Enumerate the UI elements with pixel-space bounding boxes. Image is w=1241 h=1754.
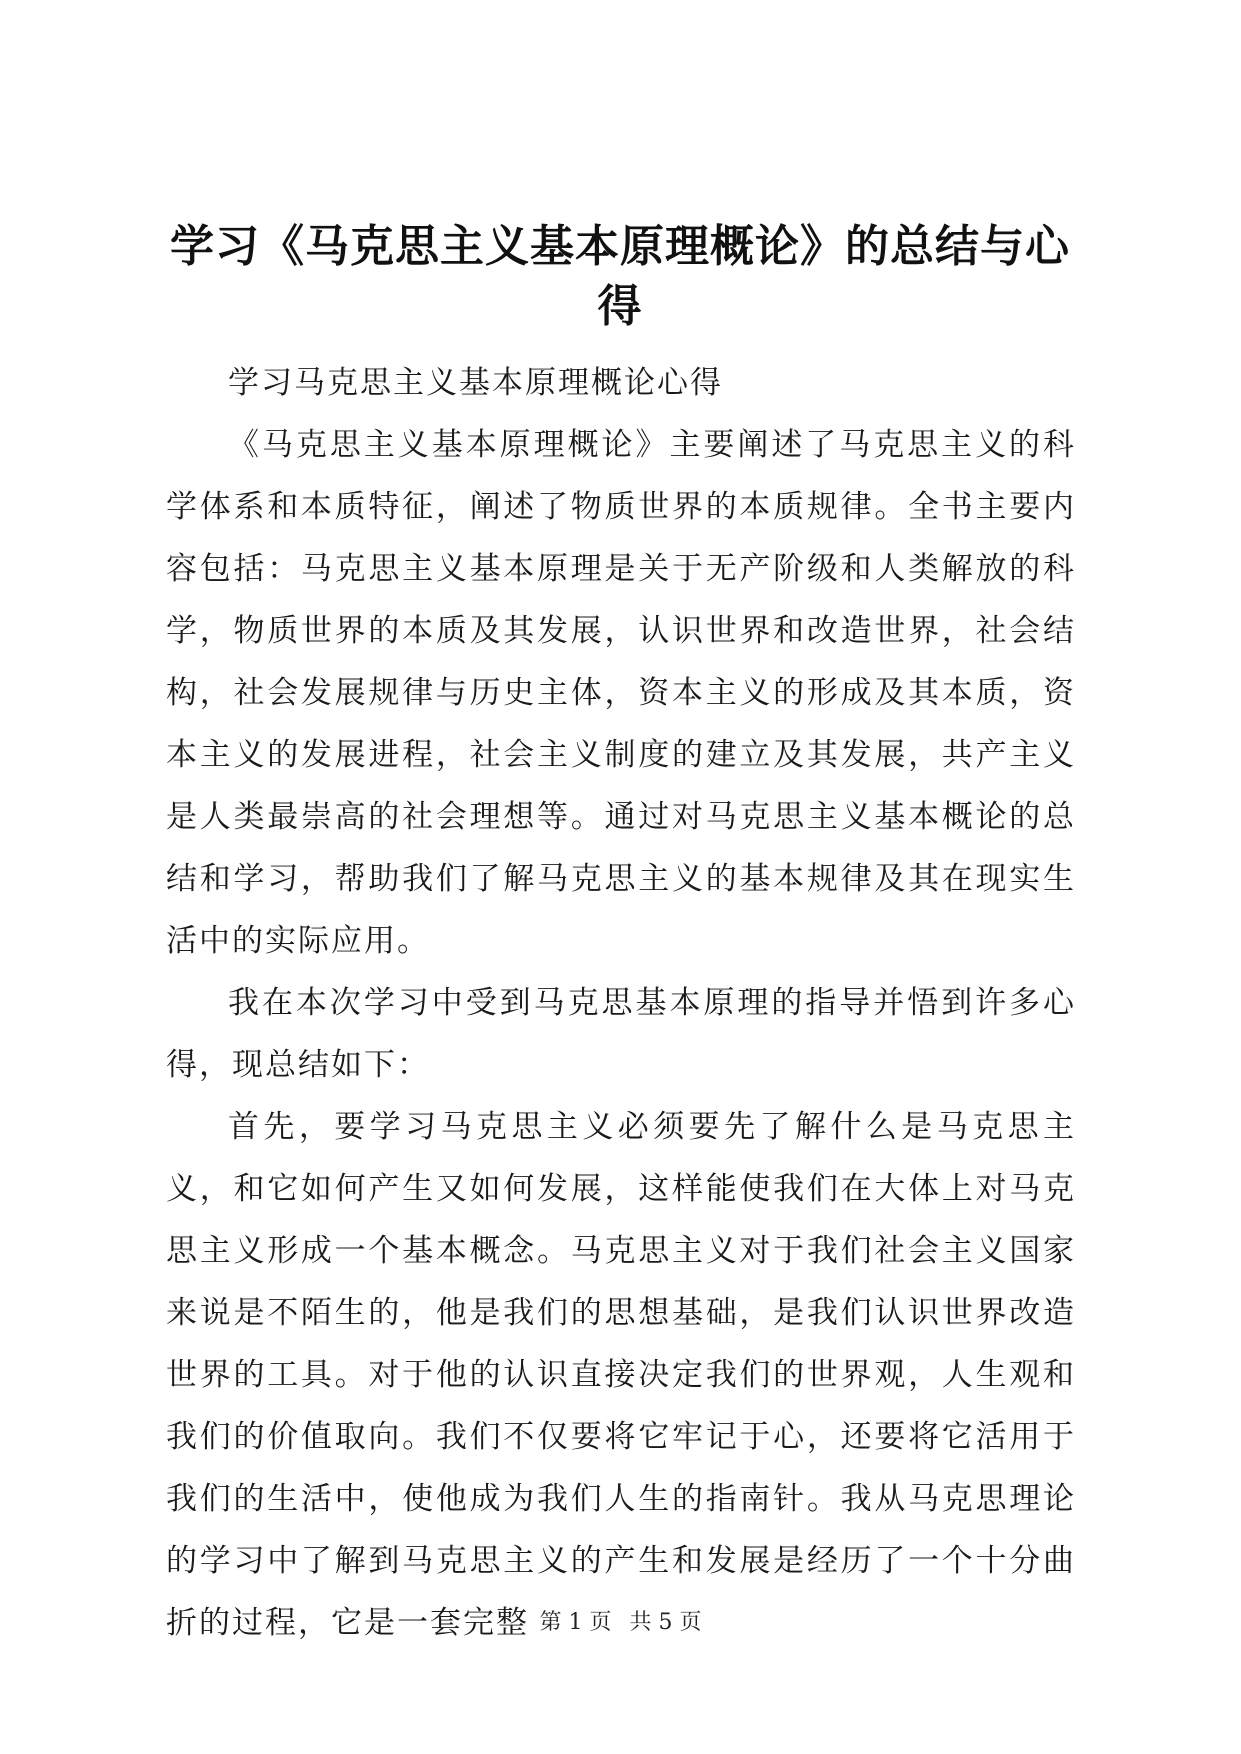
- document-body: [166, 352, 1076, 1654]
- page-total: 共 5 页: [629, 1610, 702, 1635]
- paragraph-intro: 《马克思主义基本原理概论》主要阐述了马克思主义的科学体系和本质特征，阐述了物质世界的本质规律。全书主要内容包括：马克思主义基本原理是关于无产阶级和人类解放的科学，物质世界的本质及其发展，认识世界和改造世界，社会结构，社会发展规律与历史主体，资本主义的形成及其本质，资本主义的发展进程，社会主义制度的建立及其发展，共产主义是人类最崇高的社会理想等。通过对马克思主义基本概论的总结和学习，帮助我们了解马克思主义的基本规律及其在现实生活中的实际应用。: [166, 427, 1076, 959]
- document-title: 学习《马克思主义基本原理概论》的总结与心得: [170, 221, 1070, 333]
- page-number: 第 1 页: [539, 1610, 612, 1635]
- paragraph-first-point: 首先，要学习马克思主义必须要先了解什么是马克思主义，和它如何产生又如何发展，这样能使我们在大体上对马克思主义形成一个基本概念。马克思主义对于我们社会主义国家来说是不陌生的，他是我们的思想基础，是我们认识世界改造世界的工具。对于他的认识直接决定我们的世界观，人生观和我们的价值取向。我们不仅要将它牢记于心，还要将它活用于我们的生活中，使他成为我们人生的指南针。我从马克思理论的学习中了解到马克思主义的产生和发展是经历了一个十分曲折的过程，它是一套完整: [166, 1109, 1076, 1641]
- paragraph-summary-lead: 我在本次学习中受到马克思基本原理的指导并悟到许多心得，现总结如下：: [166, 985, 1076, 1083]
- page-footer: [0, 1608, 1241, 1638]
- paragraph-subtitle: 学习马克思主义基本原理概论心得: [228, 365, 723, 401]
